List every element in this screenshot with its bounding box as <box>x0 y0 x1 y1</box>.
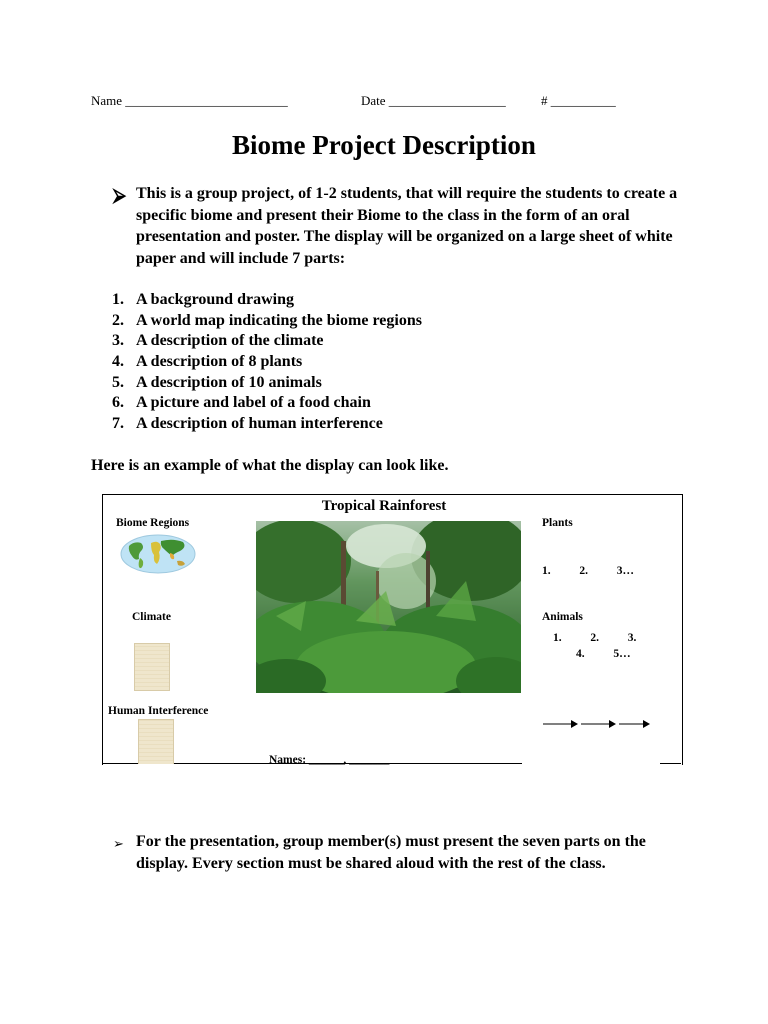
animals-list-row-2: 4. 5… <box>576 648 631 660</box>
list-item: 4. A description of 8 plants <box>112 353 303 371</box>
biome-regions-label: Biome Regions <box>116 517 190 529</box>
example-caption: Here is an example of what the display can look like. <box>91 457 449 474</box>
list-item: 7. A description of human interference <box>112 415 383 433</box>
human-interference-label: Human Interference <box>108 705 209 717</box>
world-map-icon <box>120 534 196 574</box>
names-line: Names: ______, _______ <box>269 754 390 766</box>
parts-list <box>112 290 422 435</box>
arrow-bullet-icon: ➢ <box>113 836 124 851</box>
animals-list-row-1: 1. 2. 3. <box>553 632 637 644</box>
arrow-bullet-icon: ⮚ <box>113 185 126 205</box>
plants-label: Plants <box>542 517 573 529</box>
human-interference-note-image <box>138 719 174 764</box>
plants-list: 1. 2. 3… <box>542 565 634 577</box>
name-field-label: Name _________________________ <box>91 93 288 108</box>
food-chain-arrows-icon <box>543 716 653 732</box>
page-title: Biome Project Description <box>232 130 536 160</box>
list-item: 2. A world map indicating the biome regions <box>112 311 422 329</box>
list-item: 3. A description of the climate <box>112 332 324 350</box>
list-item: 1. A background drawing <box>112 291 294 308</box>
display-bottom-border-right <box>660 763 681 764</box>
climate-note-image <box>134 643 170 691</box>
intro-paragraph: This is a group project, of 1-2 students, that will require the students to create a specific biome and present their Biome to the class in the form of an oral presentation and poster. The display will be organized on a large sheet of white paper and will include 7 parts: <box>136 185 678 267</box>
list-item: 6. A picture and label of a food chain <box>112 394 371 412</box>
rainforest-photo <box>256 521 521 693</box>
climate-label: Climate <box>132 611 171 623</box>
date-field-label: Date __________________ <box>361 93 506 108</box>
presentation-paragraph: For the presentation, group member(s) must present the seven parts on the display. Every section must be shared aloud with the rest of the class. <box>136 833 646 872</box>
list-item: 5. A description of 10 animals <box>112 373 322 391</box>
number-field-label: # __________ <box>541 93 616 108</box>
display-title: Tropical Rainforest <box>321 498 447 514</box>
animals-label: Animals <box>542 611 583 623</box>
